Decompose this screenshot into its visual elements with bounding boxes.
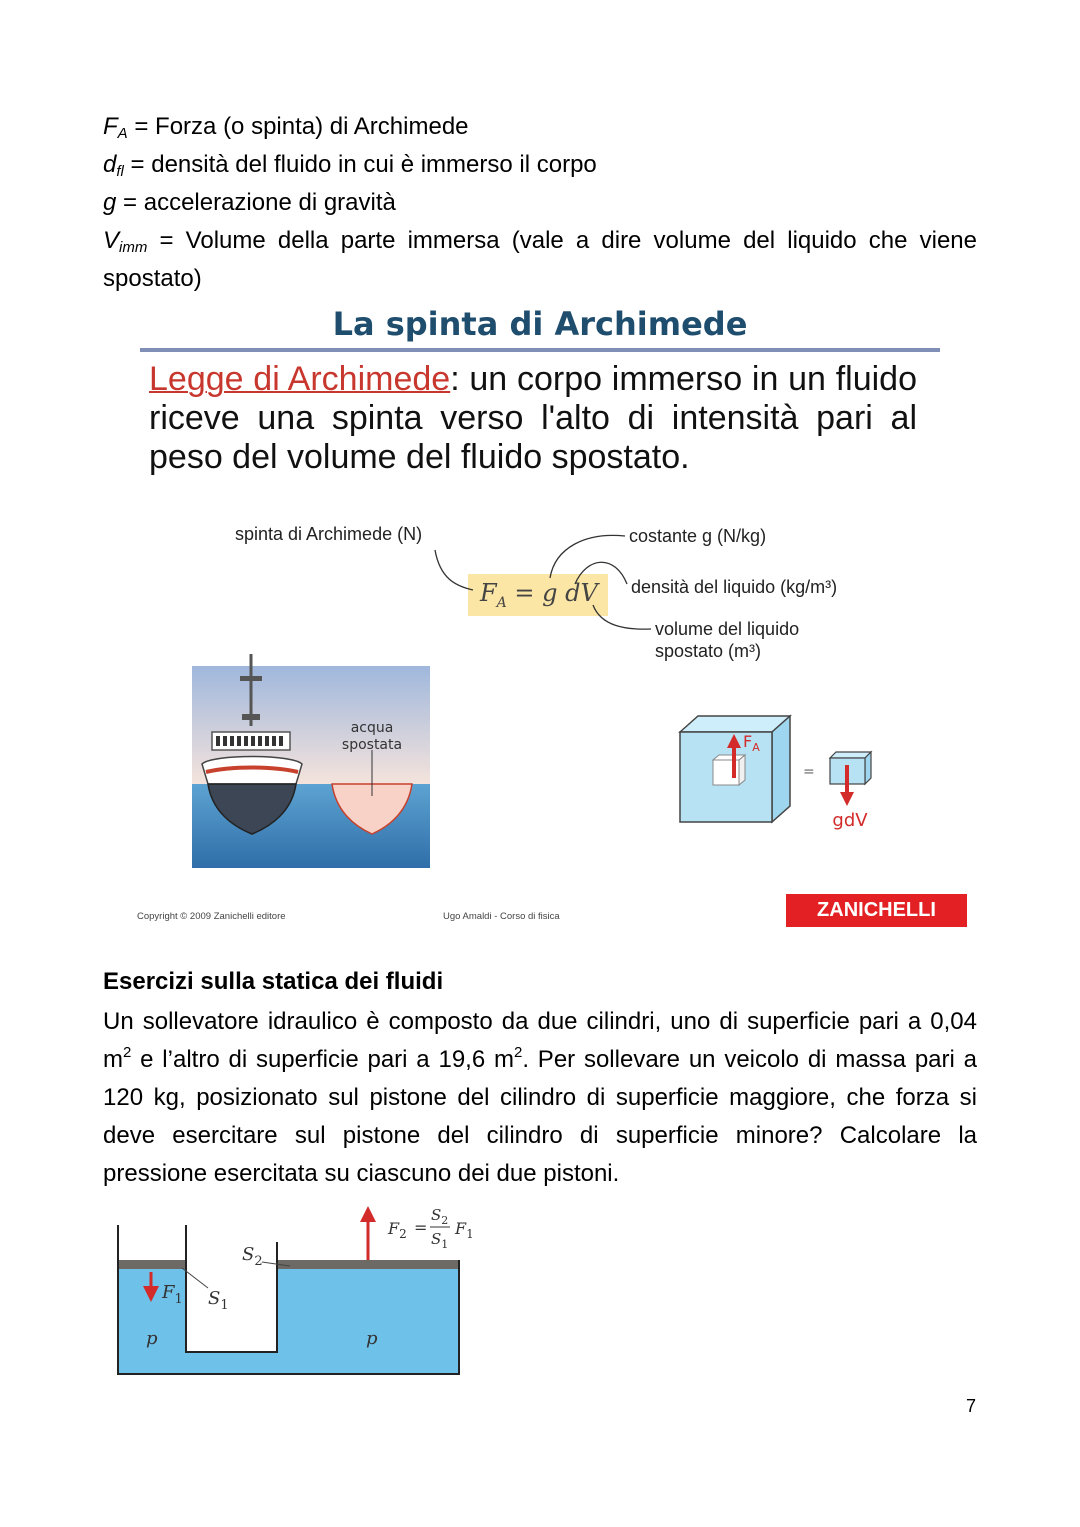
publisher-logo: ZANICHELLI (786, 894, 967, 927)
cube-force-label: $F_A$ (743, 732, 760, 754)
slide-copyright: Copyright © 2009 Zanichelli editore (137, 911, 286, 922)
exercise-text: Un sollevatore idraulico è composto da due cilindri, uno di superficie pari a 0,04 $m^2$ e l’altro di superficie pari a 19,6 $m^2$. Per sollevare un veicolo di massa pari a 120 kg, posizionato sul pistone del cilindro di superficie maggiore, che forza si deve esercitare sul pistone del cilindro di superficie minore? Calcolare la pressione esercitata su ciascuno dei due pistoni. (103, 1008, 977, 1187)
svg-text:F2: $F_2$ (388, 1219, 407, 1241)
svg-text:=: = (414, 1218, 428, 1237)
label-g: costante g (N/kg) (629, 526, 767, 546)
label-p-right: p (366, 1328, 378, 1349)
svg-text:S2: $S_2$ (431, 1206, 449, 1227)
title-divider (140, 348, 940, 352)
label-force: spinta di Archimede (N) (235, 524, 423, 544)
cube-illustration (675, 710, 885, 835)
label-f1: $F_1$ (162, 1282, 183, 1307)
definition-gravity: g = accelerazione di gravità (103, 189, 396, 216)
slide-title: La spinta di Archimede (332, 305, 748, 343)
definition-volume: $V_{imm}$ = Volume della parte immersa (vale a dire volume del liquido che viene spostato) (103, 227, 977, 292)
page-number: 7 (966, 1396, 977, 1416)
cube-equals: = (803, 764, 815, 780)
definition-force: $F_A$ = Forza (o spinta) di Archimede (103, 113, 469, 142)
boat-illustration (192, 666, 430, 868)
svg-text:S1: $S_1$ (431, 1230, 449, 1251)
boat-label-line2: spostata (341, 737, 403, 753)
boat-label-line1: acqua (350, 720, 394, 736)
label-volume-line1: volume del liquido (655, 619, 800, 639)
exercise-heading: Esercizi sulla statica dei fluidi (103, 968, 444, 995)
archimedes-slide (135, 300, 970, 940)
slide-author: Ugo Amaldi - Corso di fisica (443, 911, 560, 922)
law-statement (149, 360, 917, 477)
archimedes-formula: $F_A = g$ dV (480, 579, 598, 611)
cube-weight-label: gdV (832, 810, 868, 831)
label-s1: $S_1$ (208, 1288, 229, 1313)
label-s2: $S_2$ (242, 1244, 263, 1269)
law-text: : un corpo immerso in un fluido riceve una spinta verso l'alto di intensità pari al peso del volume del fluido spostato. (149, 360, 917, 476)
law-name: Legge di Archimede (149, 360, 451, 398)
label-p-left: p (146, 1328, 158, 1349)
svg-text:F1: $F_1$ (455, 1219, 474, 1241)
definitions-list (103, 108, 977, 298)
definition-density: $d_{fl}$ = densità del fluido in cui è immerso il corpo (103, 151, 597, 180)
label-density: densità del liquido (kg/m³) (631, 577, 838, 597)
hydraulic-press-diagram (110, 1200, 490, 1380)
label-volume-line2: spostato (m³) (655, 641, 762, 661)
press-formula (387, 1206, 474, 1251)
